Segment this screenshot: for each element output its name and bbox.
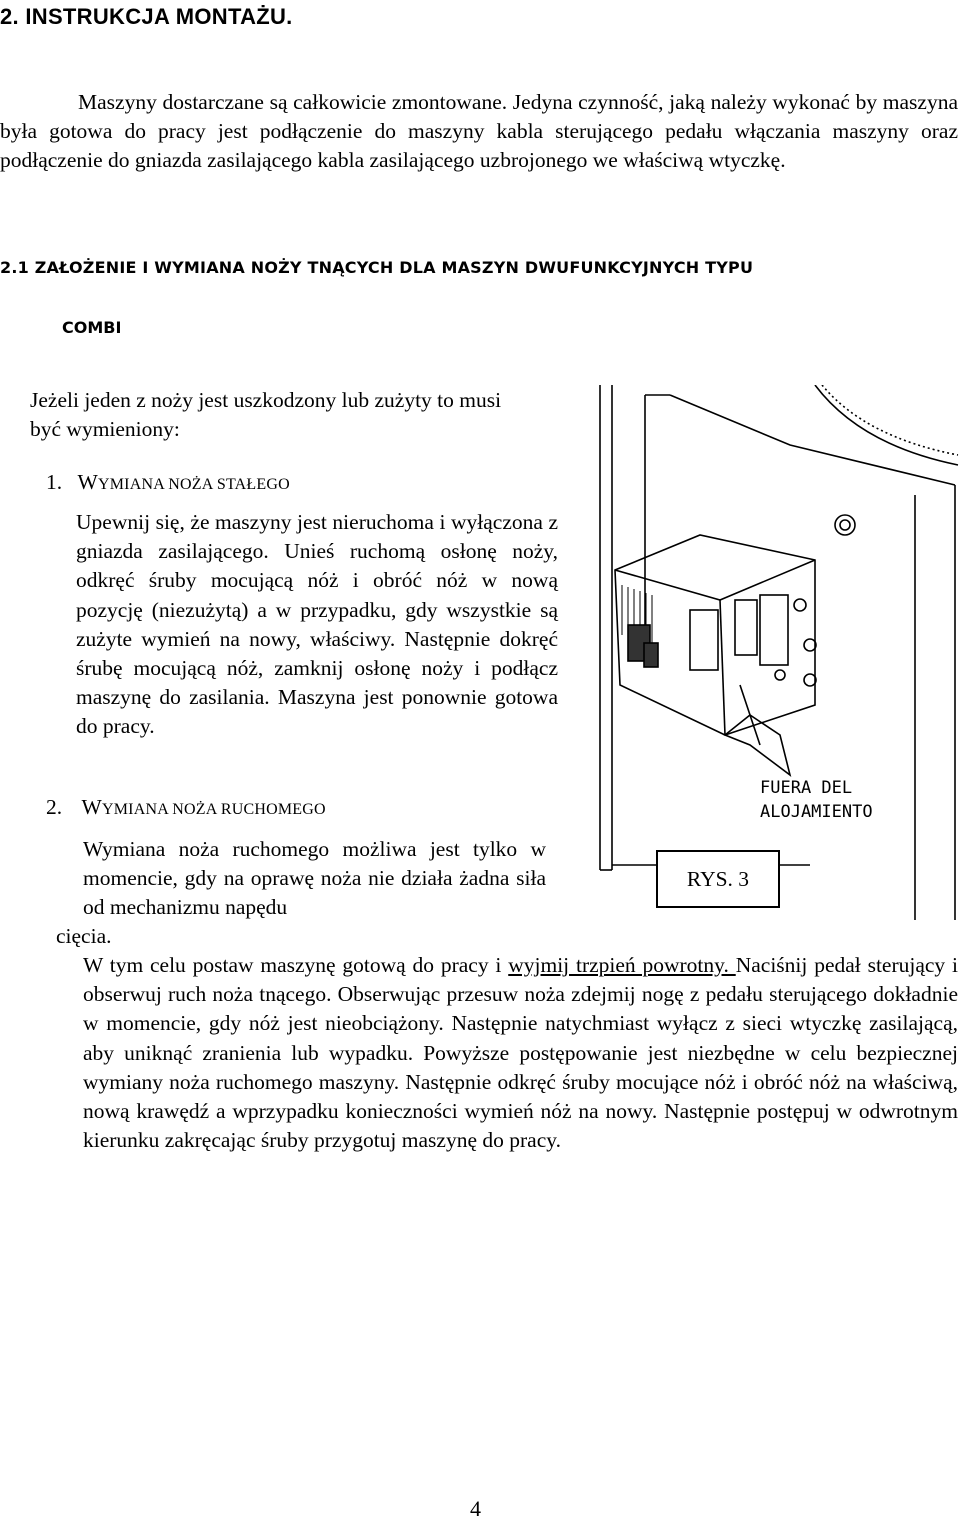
step2-body-underlined: wyjmij trzpień powrotny.: [508, 953, 736, 977]
intro-paragraph: [0, 88, 958, 176]
step1-title-rest: YMIANA NOŻA STAŁEGO: [98, 476, 290, 493]
step2-title-cap: W: [81, 795, 102, 819]
page-number: 4: [470, 1496, 481, 1521]
step2-body-main: [83, 951, 958, 1155]
figure-caption: RYS. 3: [656, 850, 780, 908]
figure-label-1: FUERA DEL: [760, 778, 853, 798]
step2-title-rest: YMIANA NOŻA RUCHOMEGO: [102, 801, 326, 818]
step2-heading: [46, 795, 326, 820]
step2-body-top: Wymiana noża ruchomego możliwa jest tylko w momencie, gdy na oprawę noża nie działa żadna siła od mechanizmu napędu: [83, 837, 546, 920]
step2-number: 2.: [46, 795, 63, 819]
step1-heading: [46, 470, 290, 495]
step2-body-post: Naciśnij pedał sterujący i obserwuj ruch noża tnącego. Obserwując przesuw noża zdejmij nogę z pedału sterującego dokładnie w momencie, gdy nóż jest nieobciążony. Następnie natychmiast wyłącz z sieci wtyczkę zasilającą, aby uniknąć zranienia lub wypadku. Powyższe postępowanie jest niezbędne w celu bezpiecznej wymiany noża ruchomego maszyny. Następnie odkręć śruby mocujące nóż i obróć nóż na właściwą, nową krawędź a wprzypadku konieczności wymień nóż na nowy. Następnie postępuj w odwrotnym kierunku zakręcając śruby przygotuj maszynę do pracy.: [83, 953, 958, 1153]
subsection-title-cont: COMBI: [62, 318, 122, 337]
intro-text: Maszyny dostarczane są całkowicie zmontowane. Jedyna czynność, jaką należy wykonać by maszyna była gotowa do pracy jest podłączenie do maszyny kabla sterującego pedału włączania maszyny oraz podłączenie do gniazda zasilającego kabla zasilającego uzbrojonego we właściwą wtyczkę.: [0, 90, 958, 173]
subsection-title: 2.1 ZAŁOŻENIE I WYMIANA NOŻY TNĄCYCH DLA MASZYN DWUFUNKCYJNYCH TYPU: [0, 258, 754, 277]
step1-body: Upewnij się, że maszyny jest nieruchoma i wyłączona z gniazda zasilającego. Unieś ruchomą osłonę noży, odkręć śruby mocującą nóż i obróć nóż w nową pozycję (niezużytą) a w przypadku, gdy wszystkie są zużyte wymień na nowy, właściwy. Następnie dokręć śrubę mocującą nóż, zamknij osłonę noży i podłącz maszynę do zasilania. Maszyna jest ponownie gotowa do pracy.: [76, 510, 558, 739]
lead-paragraph: Jeżeli jeden z noży jest uszkodzony lub zużyty to musi być wymieniony:: [30, 388, 502, 442]
step1-number: 1.: [46, 470, 63, 494]
step2-body-cont: cięcia.: [56, 924, 112, 948]
machine-drawing: [560, 385, 960, 920]
figure-label-2: ALOJAMIENTO: [760, 802, 873, 822]
section-heading: 2. INSTRUKCJA MONTAŻU.: [0, 4, 293, 29]
step1-title-cap: W: [77, 470, 98, 494]
step2-body-pre: W tym celu postaw maszynę gotową do pracy i: [83, 953, 509, 977]
